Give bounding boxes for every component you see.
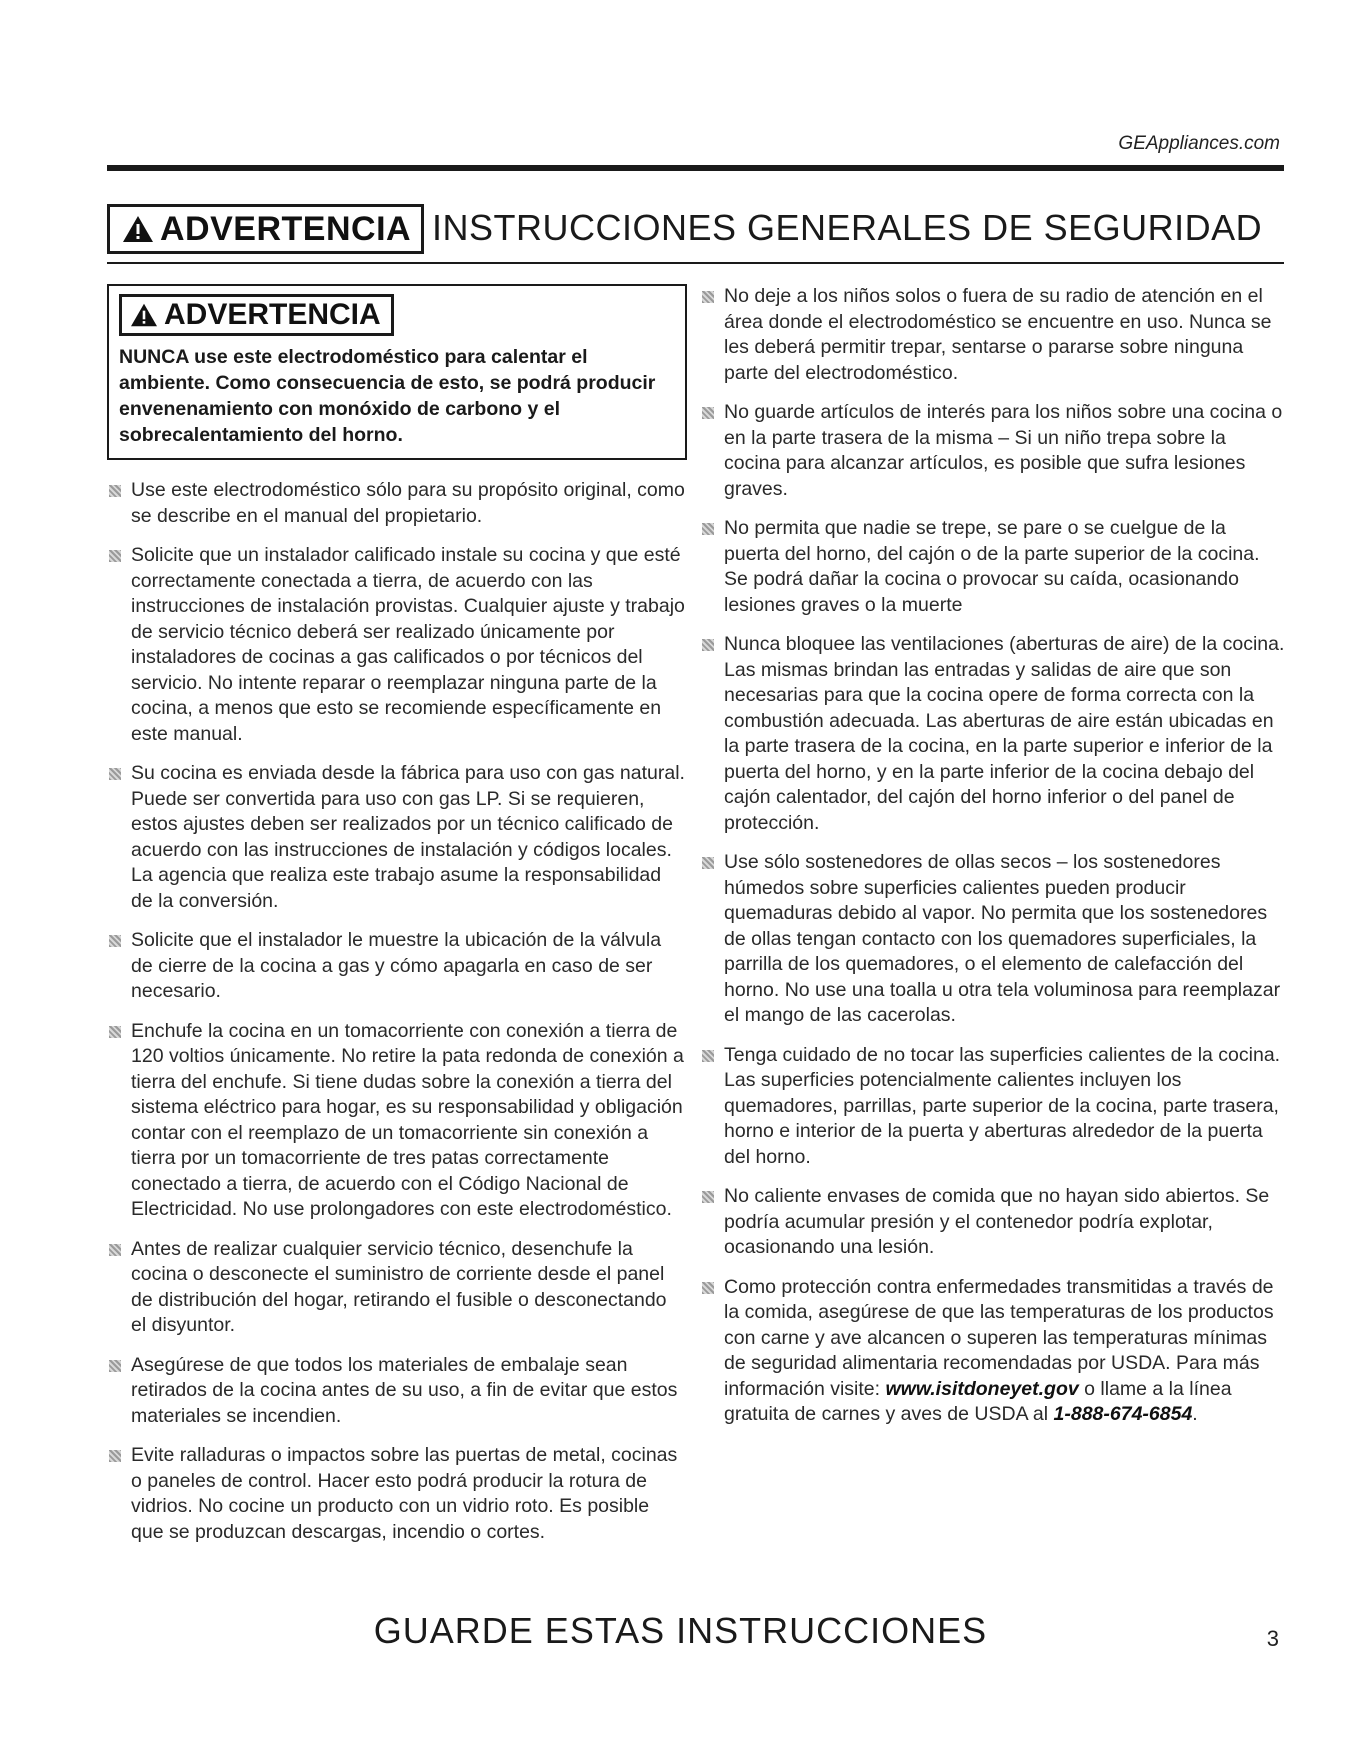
list-item: No guarde artículos de interés para los niños sobre una cocina o en la parte trasera de la misma – Si un niño trepa sobre la cocina para alcanzar artículos, es posible que sufra lesiones graves. bbox=[700, 400, 1285, 502]
alert-warning-label: ADVERTENCIA bbox=[164, 298, 381, 331]
list-item: Evite ralladuras o impactos sobre las puertas de metal, cocinas o paneles de control. Hacer esto podrá producir la rotura de vidrios. No cocine un producto con un vidrio roto. Es posible que se produzcan descargas, incendio o cortes. bbox=[107, 1443, 687, 1545]
warning-alert-box bbox=[107, 284, 687, 460]
bullet-icon bbox=[702, 1050, 714, 1062]
list-item: Nunca bloquee las ventilaciones (aberturas de aire) de la cocina. Las mismas brindan las entradas y salidas de aire que son necesarias para que la cocina opere de forma correcta con la combustión adecuada. Las aberturas de aire están ubicadas en la parte trasera de la cocina, en la parte superior e inferior de la puerta del horno, y en la parte inferior de la cocina debajo del cajón calentador, del cajón del horno inferior o del panel de protección. bbox=[700, 632, 1285, 836]
page-title: INSTRUCCIONES GENERALES DE SEGURIDAD bbox=[432, 207, 1263, 248]
list-item: Su cocina es enviada desde la fábrica para uso con gas natural. Puede ser convertida para uso con gas LP. Si se requieren, estos ajustes deben ser realizados por un técnico calificado de acuerdo con las instrucciones de instalación y códigos locales. La agencia que realiza este trabajo asume la responsabilidad de la conversión. bbox=[107, 761, 687, 914]
list-item: Use este electrodoméstico sólo para su propósito original, como se describe en el manual del propietario. bbox=[107, 478, 687, 529]
bullet-icon bbox=[702, 291, 714, 303]
bullet-icon bbox=[109, 1026, 121, 1038]
usda-list-item: Como protección contra enfermedades transmitidas a través de la comida, asegúrese de que las temperaturas de los productos con carne y ave alcancen o superen las temperaturas mínimas de seguridad alimentaria recomendadas por USDA. Para más información visite: www.isitdoneyet.gov o llame a la línea gratuita de carnes y aves de USDA al 1-888-674-6854. bbox=[700, 1275, 1285, 1428]
list-item: Solicite que el instalador le muestre la ubicación de la válvula de cierre de la cocina a gas y cómo apagarla en caso de ser necesario. bbox=[107, 928, 687, 1005]
list-item: Tenga cuidado de no tocar las superficies calientes de la cocina. Las superficies potencialmente calientes incluyen los quemadores, parrillas, parte superior de la cocina, parte trasera, horno e interior de la puerta y aberturas alrededor de la puerta del horno. bbox=[700, 1043, 1285, 1171]
left-column bbox=[107, 284, 687, 1559]
list-item: Asegúrese de que todos los materiales de embalaje sean retirados de la cocina antes de su uso, a fin de evitar que estos materiales se incendien. bbox=[107, 1353, 687, 1430]
bullet-icon bbox=[109, 1244, 121, 1256]
bullet-icon bbox=[702, 639, 714, 651]
bullet-icon bbox=[109, 1450, 121, 1462]
bullet-icon bbox=[702, 407, 714, 419]
bullet-icon bbox=[109, 935, 121, 947]
title-warning-box bbox=[107, 204, 424, 254]
bullet-icon bbox=[109, 485, 121, 497]
list-item: Use sólo sostenedores de ollas secos – los sostenedores húmedos sobre superficies calientes pueden producir quemaduras debido al vapor. No permita que los sostenedores de ollas tengan contacto con los quemadores superficiales, la parrilla de los quemadores, o el elemento de calefacción del horno. No use una toalla u otra tela voluminosa para reemplazar el mango de las cacerolas. bbox=[700, 850, 1285, 1029]
bullet-icon bbox=[702, 1191, 714, 1203]
alert-text: NUNCA use este electrodoméstico para calentar el ambiente. Como consecuencia de esto, se podrá producir envenenamiento con monóxido de carbono y el sobrecalentamiento del horno. bbox=[119, 346, 656, 446]
list-item: Solicite que un instalador calificado instale su cocina y que esté correctamente conectada a tierra, de acuerdo con las instrucciones de instalación provistas. Cualquier ajuste y trabajo de servicio técnico deberá ser realizado únicamente por instaladores de cocinas a gas calificados o por técnicos del servicio. No intente reparar o reemplazar ninguna parte de la cocina, a menos que esto se recomiende específicamente en este manual. bbox=[107, 543, 687, 747]
usda-website-link[interactable]: www.isitdoneyet.gov bbox=[885, 1377, 1079, 1400]
bullet-icon bbox=[702, 857, 714, 869]
warning-triangle-icon bbox=[130, 302, 158, 328]
list-item: No permita que nadie se trepe, se pare o se cuelgue de la puerta del horno, del cajón o de la parte superior de la cocina. Se podrá dañar la cocina o provocar su caída, ocasionando lesiones graves o la muerte bbox=[700, 516, 1285, 618]
list-item: Enchufe la cocina en un tomacorriente con conexión a tierra de 120 voltios únicamente. No retire la pata redonda de conexión a tierra del enchufe. Si tiene dudas sobre la conexión a tierra del sistema eléctrico para hogar, es su responsabilidad y obligación contar con el reemplazo de un tomacorriente sin conexión a tierra por un tomacorriente de tres patas correctamente conectado a tierra, de acuerdo con el Código Nacional de Electricidad. No use prolongadores con este electrodoméstico. bbox=[107, 1019, 687, 1223]
alert-warning-header bbox=[119, 294, 394, 336]
usda-phone-number: 1-888-674-6854 bbox=[1053, 1403, 1193, 1425]
list-item: Antes de realizar cualquier servicio técnico, desenchufe la cocina o desconecte el suministro de corriente desde el panel de distribución del hogar, retirando el fusible o desconectando el disyuntor. bbox=[107, 1237, 687, 1339]
bullet-icon bbox=[109, 1360, 121, 1372]
right-column bbox=[700, 284, 1285, 1442]
bullet-icon bbox=[109, 768, 121, 780]
footer-title: GUARDE ESTAS INSTRUCCIONES bbox=[373, 1610, 988, 1651]
bullet-icon bbox=[702, 1282, 714, 1294]
website-header: GEAppliances.com bbox=[1118, 133, 1280, 154]
header-rule bbox=[107, 165, 1284, 171]
title-rule bbox=[107, 262, 1284, 264]
warning-triangle-icon bbox=[122, 214, 154, 244]
section-title bbox=[107, 204, 1287, 260]
list-item: No deje a los niños solos o fuera de su radio de atención en el área donde el electrodoméstico se encuentre en uso. Nunca se les deberá permitir trepar, sentarse o pararse sobre ninguna parte del electrodoméstico. bbox=[700, 284, 1285, 386]
bullet-icon bbox=[702, 523, 714, 535]
list-item: No caliente envases de comida que no hayan sido abiertos. Se podría acumular presión y el contenedor podría explotar, ocasionando una lesión. bbox=[700, 1184, 1285, 1261]
title-warning-label: ADVERTENCIA bbox=[160, 209, 412, 248]
bullet-icon bbox=[109, 550, 121, 562]
page-number: 3 bbox=[1266, 1626, 1279, 1651]
